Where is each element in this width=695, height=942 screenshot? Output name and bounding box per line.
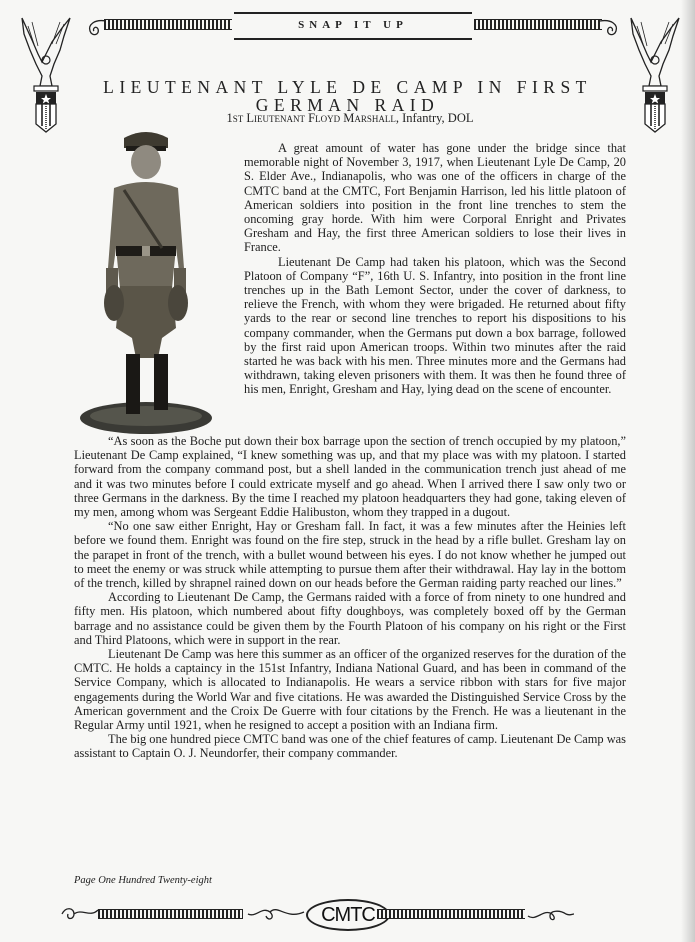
byline-author: 1st Lieutenant Floyd Marshall [226, 111, 396, 125]
scroll-ornament-icon [60, 904, 100, 924]
paragraph: According to Lieutenant De Camp, the Germans raided with a force of from ninety to one hundred and fifty men. His platoon, which numbered about fifty doughboys, was completely boxed off by the German barrage and no assistance could be given them by the Fourth Platoon of his company on his right or the First and Third Platoons, which were in support in the rear. [74, 590, 626, 647]
paragraph: “No one saw either Enright, Hay or Gresham fall. In fact, it was a few minutes after the Heinies left before we found them. Enright was found on the fire step, struck in the head by a rifle bullet. Gresham lay on the parapet in front of the trench, with a bullet wound between his eyes. I do not know whether he jumped out to meet the enemy or was struck while attempting to pursue them after their withdrawal. Hay lay in the bottom of the trench, killed by shrapnel rained down on our heads before the German raiding party reached our lines.” [74, 519, 626, 591]
eagle-emblem-icon [18, 14, 74, 134]
title-line-1: LIEUTENANT LYLE DE CAMP IN FIRST [103, 76, 592, 97]
scroll-ornament-icon [598, 17, 622, 39]
scroll-ornament-icon [246, 900, 306, 926]
footer-ornament [60, 896, 650, 930]
byline-unit: , Infantry, DOL [395, 111, 474, 125]
ornamental-rule [377, 909, 525, 919]
title-line-2: GERMAN RAID [255, 94, 440, 115]
paragraph: “As soon as the Boche put down their box barrage upon the section of trench occupied by my platoon,” Lieutenant De Camp explained, “I knew something was up, and that my place was with my platoon. I started forward from the company command post, but a shell landed in the communication trench just ahead of me and it was two minutes before I could extricate myself and go ahead. When I arrived there I saw only two or three Germans in the darkness. By the time I reached my platoon headquarters they had gone, taking eleven of my men, among whom was Sergeant Eddie Halibuston, whom they trapped in a dugout. [74, 434, 626, 520]
ornamental-rule [474, 19, 602, 30]
ornamental-rule [98, 909, 243, 919]
scroll-ornament-icon [526, 904, 576, 924]
ornamental-rule [104, 19, 232, 30]
article-body [74, 434, 626, 761]
running-head-banner [84, 11, 622, 41]
paragraph: Lieutenant De Camp had taken his platoon, which was the Second Platoon of Company “F”, 16th U. S. Infantry, into position in the front line trenches up in the Bath Lemont Sector, under the cover of darkness, to relieve the French, with whom they were brigaded. He returned about fifty yards to the rear or second line trenches to report his dispositions to his company commander, when the Germans put down a box barrage, followed by the first raid upon American troops. Within two minutes after the raid started he was back with his men. Three minutes more and the Germans had withdrawn, taking eleven prisoners with them. It was then he found three of his men, Enright, Gresham and Hay, lying dead on the scene of encounter. [244, 254, 626, 397]
paragraph: A great amount of water has gone under the bridge since that memorable night of November 3, 1917, when Lieutenant Lyle De Camp, 20 S. Elder Ave., Indianapolis, who was one of the officers in charge of the CMTC band at the CMTC, Fort Benjamin Harrison, led his little platoon of American soldiers into position in the front line trenches to stem the oncoming gray horde. With him were Corporal Enright and Privates Gresham and Hay, the first three American soldiers to lose their lives in France. [244, 141, 626, 255]
article-title [60, 78, 635, 114]
paragraph: The big one hundred piece CMTC band was one of the chief features of camp. Lieutenant De Camp was assistant to Captain O. J. Neundorfer, their company commander. [74, 732, 626, 761]
eagle-emblem-icon [627, 14, 683, 134]
article-body-intro [244, 141, 626, 397]
paragraph: Lieutenant De Camp was here this summer as an officer of the organized reserves for the duration of the CMTC. He holds a captaincy in the 151st Infantry, Indiana National Guard, and has been in command of the Service Company, which is allocated to Indianapolis. He wears a service ribbon with stars for five major engagements during the World War and five citations. He was awarded the Distinguished Service Cross by the American government and the Croix De Guerre with four citations by the French. He was a lieutenant in the Regular Army until 1921, when he resigned to accept a position with an Indiana firm. [74, 647, 626, 733]
page-number: Page One Hundred Twenty-eight [74, 875, 212, 886]
running-head-box [234, 12, 472, 40]
cmtc-logo: CMTC [306, 899, 390, 931]
page-binding-shadow [681, 0, 695, 942]
soldier-portrait-photo [76, 128, 216, 436]
running-head: SNAP IT UP [298, 19, 408, 31]
byline [100, 111, 600, 126]
